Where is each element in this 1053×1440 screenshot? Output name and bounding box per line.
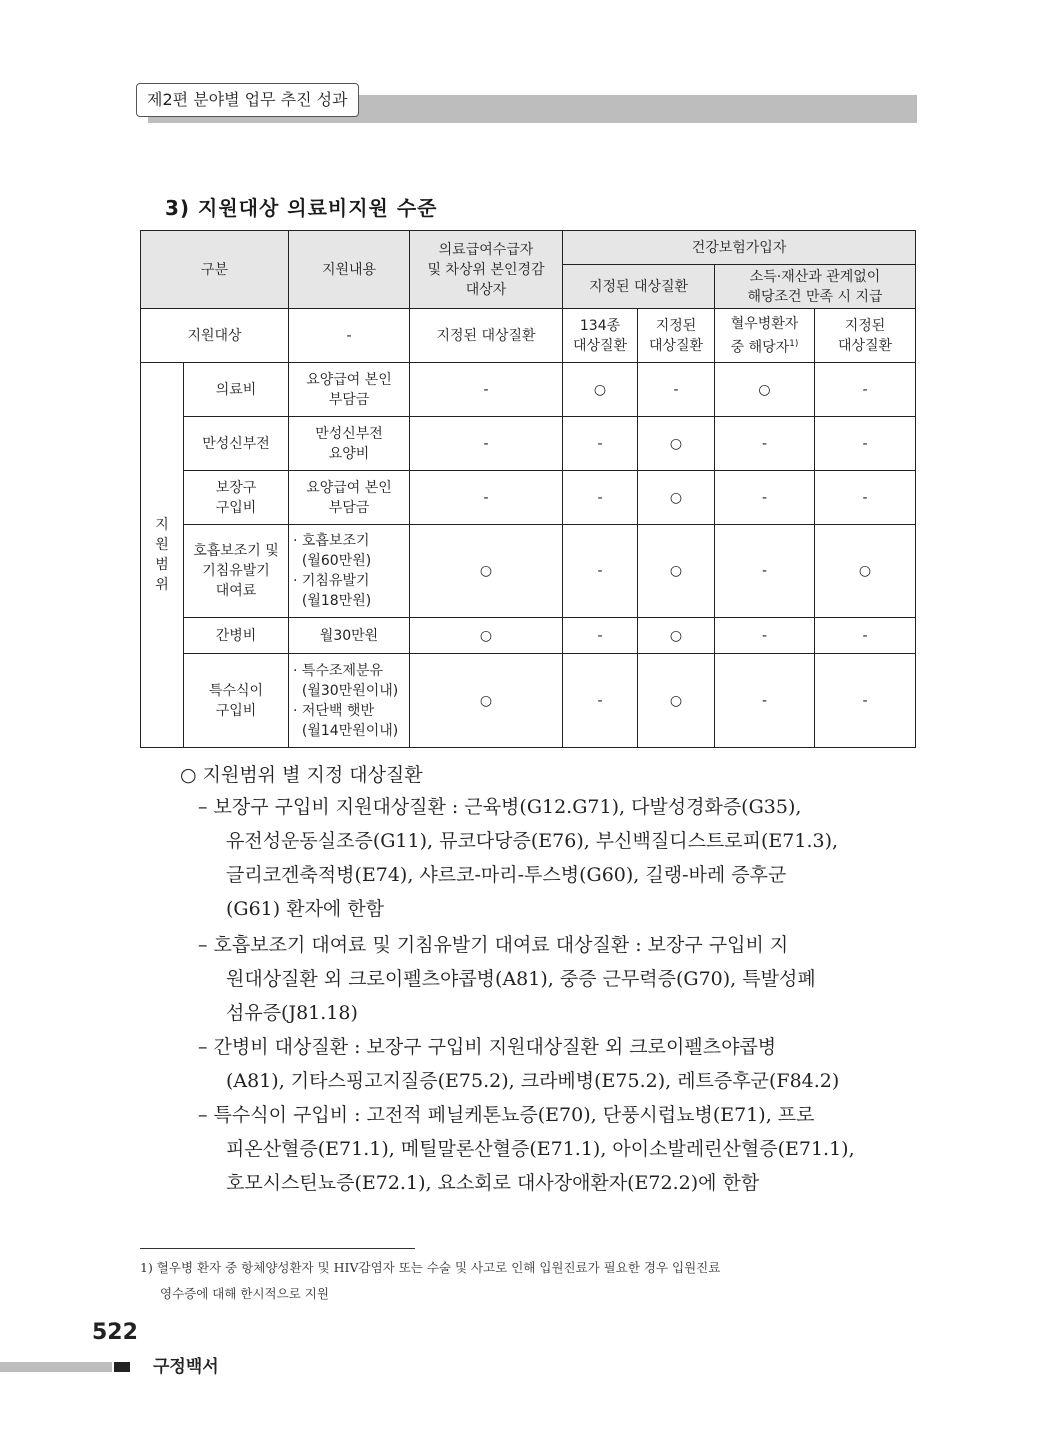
row-item [184,525,289,618]
row-value: - [815,471,916,525]
row-content [289,363,410,417]
row-value: ○ [638,417,715,471]
row-item-line: 의료비 [215,381,257,398]
body-line-5: (G61) 환자에 한함 [226,898,385,920]
row-value: ○ [638,471,715,525]
section-title: 3) 지원대상 의료비지원 수준 [165,196,438,220]
footnote-rule [140,1248,415,1249]
row-value: ○ [638,525,715,618]
table-row [141,525,916,618]
table-row [141,471,916,525]
body-line-3: 유전성운동실조증(G11), 뮤코다당증(E76), 부신백질디스트로피(E71.3), [226,830,839,852]
footer-label: 구정백서 [153,1357,219,1377]
target-content: - [289,309,410,363]
row-item [184,654,289,748]
row-content-line: 요양비 [328,445,370,462]
target-c4-line1: 지정된 [844,317,886,334]
row-content-line: · 특수조제분유 [293,662,384,679]
target-c3-line2 [717,334,812,358]
body-line-10: (A81), 기타스핑고지질증(E75.2), 크라베병(E75.2), 레트증후군(F84.2) [226,1070,840,1092]
row-value: ○ [638,618,715,654]
header-medical-aid-line2: 및 차상위 본인경감 [427,261,545,278]
row-value: - [715,525,815,618]
body-line-12: 피온산혈증(E71.1), 메틸말론산혈증(E71.1), 아이소발레린산혈증(E71.1), [226,1138,855,1160]
header-medical-aid [410,231,563,309]
row-item-line: 구입비 [215,702,257,719]
target-c4 [815,309,916,363]
target-c2-line1: 지정된 [655,317,697,334]
target-c3 [715,309,815,363]
row-content-line: 요양급여 본인 [306,371,392,388]
table-row [141,363,916,417]
row-item-line: 만성신부전 [202,435,270,452]
body-line-9: – 간병비 대상질환 : 보장구 구입비 지원대상질환 외 크로이펠츠야콥병 [198,1036,777,1058]
chapter-tab: 제2편 분야별 업무 추진 성과 [136,83,359,117]
row-content [289,618,410,654]
scope-label-char: 범 [155,557,169,573]
row-item [184,471,289,525]
row-value: - [563,471,638,525]
row-content [289,654,410,748]
header-content: 지원내용 [289,231,410,309]
row-content-line: 월30만원 [319,627,379,644]
header-income-line2: 해당조건 만족 시 지급 [747,288,883,305]
row-content-line: 부담금 [328,391,370,408]
header-medical-aid-line3: 대상자 [465,281,507,298]
row-content-line: 만성신부전 [315,425,383,442]
row-value: - [563,618,638,654]
row-item-line: 대여료 [215,583,257,599]
target-medical-aid: 지정된 대상질환 [410,309,563,363]
scope-label-char: 위 [155,577,169,593]
row-content-line: · 저단백 햇반 [293,702,374,719]
row-content-line: · 호흡보조기 [293,533,370,549]
body-line-11: – 특수식이 구입비 : 고전적 페닐케톤뇨증(E70), 단풍시럽뇨병(E71), 프로 [198,1104,815,1126]
row-item [184,417,289,471]
row-value: - [410,363,563,417]
row-item-line: 보장구 [215,479,257,496]
support-level-table [140,230,916,748]
row-content-line: · 기침유발기 [293,573,370,589]
row-item-line: 구입비 [215,499,257,516]
row-value: - [815,618,916,654]
row-item-line: 간병비 [215,627,257,644]
row-value: - [563,654,638,748]
row-value: - [410,417,563,471]
row-value: ○ [563,363,638,417]
footer-bar [0,1362,112,1372]
header-insured: 건강보험가입자 [563,231,916,265]
target-c3-line1: 혈우병환자 [730,315,799,332]
body-line-1: ○ 지원범위 별 지정 대상질환 [180,764,423,786]
scope-label-char: 지 [155,517,169,533]
footnote-line-2: 영수증에 대해 한시적으로 지원 [160,1286,329,1301]
body-line-4: 글리코겐축적병(E74), 샤르코-마리-투스병(G60), 길랭-바레 증후군 [226,864,787,886]
row-value: - [563,417,638,471]
row-value: - [638,363,715,417]
target-c2-line2: 대상질환 [648,337,704,354]
header-gubun: 구분 [141,231,289,309]
row-value: - [410,471,563,525]
row-value: - [715,618,815,654]
body-line-2: – 보장구 구입비 지원대상질환 : 근육병(G12.G71), 다발성경화증(G35), [198,796,802,818]
target-c4-line2: 대상질환 [837,337,893,354]
row-value: - [815,654,916,748]
footnote-line-1: 1) 혈우병 환자 중 항체양성환자 및 HIV감염자 또는 수술 및 사고로 인해 입원진료가 필요한 경우 입원진료 [140,1260,721,1275]
row-value: - [815,417,916,471]
row-value: ○ [715,363,815,417]
target-c1 [563,309,638,363]
row-content [289,471,410,525]
row-content [289,417,410,471]
row-value: ○ [410,618,563,654]
footer-square [114,1362,130,1372]
table-row [141,618,916,654]
body-line-13: 호모시스틴뇨증(E72.1), 요소회로 대사장애환자(E72.2)에 한함 [226,1172,760,1194]
target-c1-line2: 대상질환 [572,337,628,354]
table-row [141,654,916,748]
row-item [184,363,289,417]
page-number: 522 [92,1320,138,1345]
scope-label-char: 원 [155,537,169,553]
header-income-line1: 소득·재산과 관계없이 [749,268,881,285]
header-designated: 지정된 대상질환 [563,265,715,309]
body-line-8: 섬유증(J81.18) [226,1002,358,1024]
row-content-line: 부담금 [328,499,370,516]
row-value: - [715,654,815,748]
body-line-6: – 호흡보조기 대여료 및 기침유발기 대여료 대상질환 : 보장구 구입비 지 [198,934,789,956]
header-medical-aid-line1: 의료급여수급자 [438,241,534,258]
row-value: ○ [410,525,563,618]
footnote-ref: 1) [789,338,799,349]
row-value: - [715,417,815,471]
row-item [184,618,289,654]
row-value: - [563,525,638,618]
row-value: ○ [638,654,715,748]
row-item-line: 기침유발기 [202,563,270,579]
target-label: 지원대상 [141,309,289,363]
row-content-line: 요양급여 본인 [306,479,392,496]
target-c3-line2-text: 중 해당자 [730,339,790,356]
body-line-7: 원대상질환 외 크로이펠츠야콥병(A81), 중증 근무력증(G70), 특발성폐 [226,968,816,990]
row-content [289,525,410,618]
row-content-line: (월30만원이내) [293,682,399,699]
row-value: - [815,363,916,417]
row-value: - [715,471,815,525]
scope-label [141,363,184,748]
row-item-line: 특수식이 [208,682,264,699]
row-content-line: (월18만원) [293,593,372,609]
target-c2 [638,309,715,363]
row-content-line: (월14만원이내) [293,722,399,739]
row-value: ○ [815,525,916,618]
target-c1-line1: 134종 [579,317,621,334]
table-row [141,417,916,471]
row-content-line: (월60만원) [293,553,372,569]
header-income [715,265,916,309]
row-item-line: 호흡보조기 및 [193,543,279,559]
row-value: ○ [410,654,563,748]
